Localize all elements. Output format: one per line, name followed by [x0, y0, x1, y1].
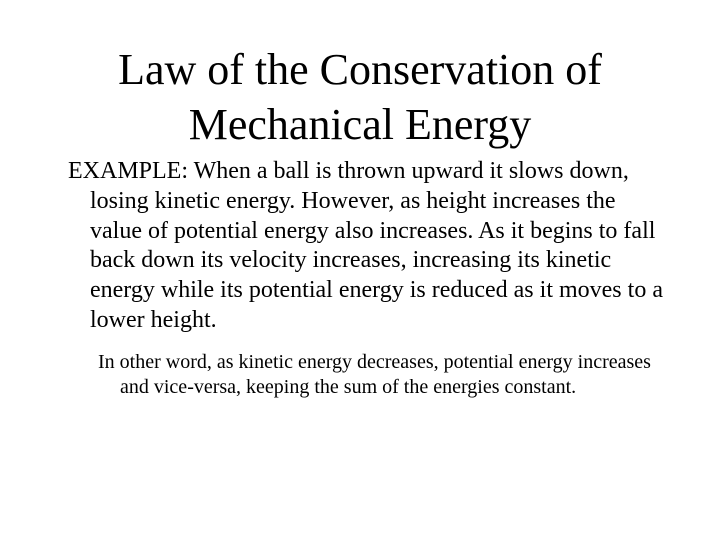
example-paragraph: EXAMPLE: When a ball is thrown upward it slows down, losing kinetic energy. However, as height increases the value of potential energy also increases. As it begins to fall back down its velocity increases, increasing its kinetic energy while its potential energy is reduced as it moves to a lower height. [68, 158, 663, 333]
summary-paragraph: In other word, as kinetic energy decreases, potential energy increases and vice-versa, keeping the sum of the energies constant. [98, 350, 651, 399]
slide-title-line-2: Mechanical Energy [188, 100, 532, 150]
slide-body [68, 157, 672, 401]
slide-title-line-1: Law of the Conservation of [118, 45, 602, 94]
slide-title [36, 42, 684, 153]
